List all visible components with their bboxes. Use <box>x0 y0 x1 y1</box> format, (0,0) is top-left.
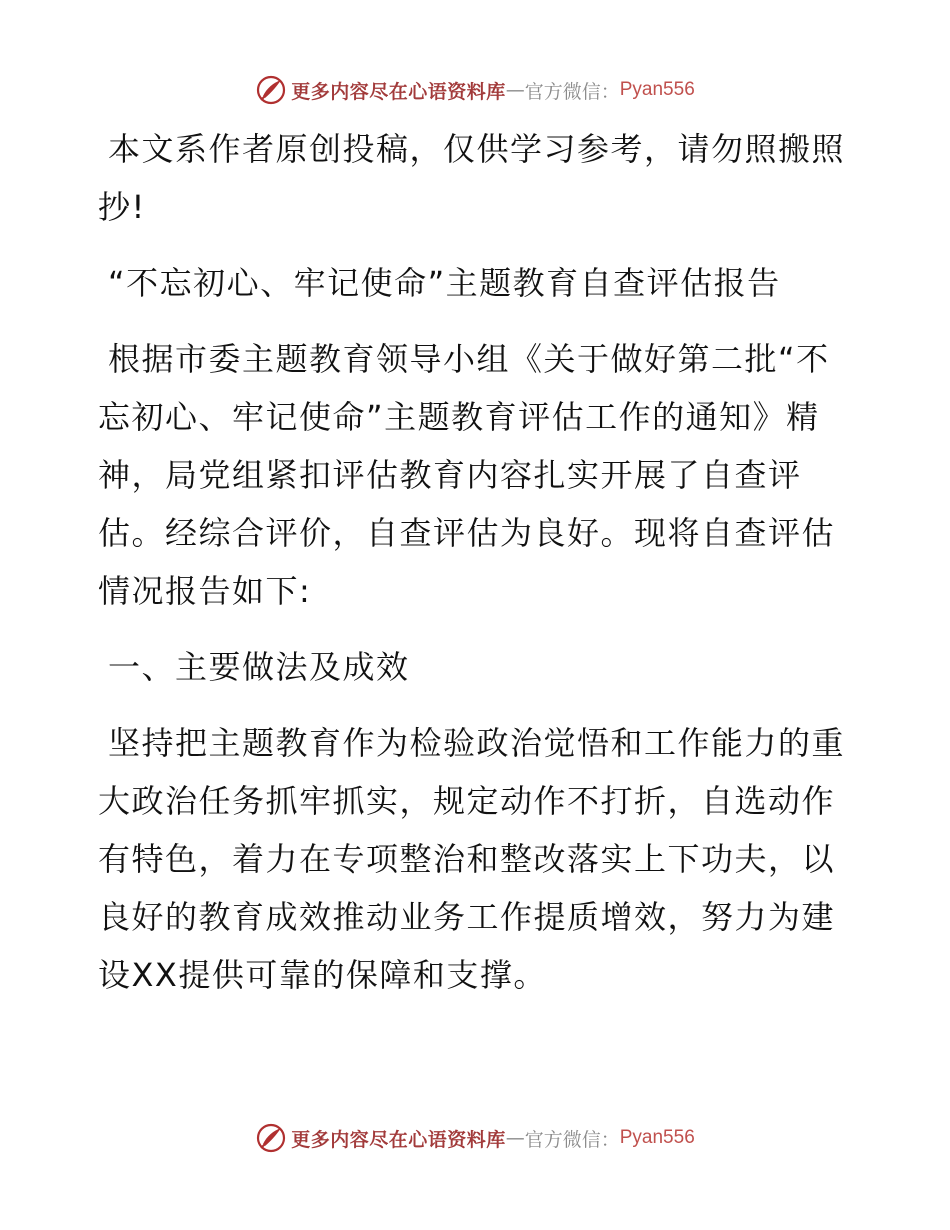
watermark-label: 官方微信： <box>524 1128 620 1151</box>
watermark-id: Pyan556 <box>619 79 695 100</box>
watermark-dash: — <box>505 79 525 101</box>
copyright-notice: 本文系作者原创投稿，仅供学习参考，请勿照搬照抄! <box>98 130 846 226</box>
footer-watermark <box>0 1118 950 1158</box>
watermark-id: Pyan556 <box>619 1127 695 1148</box>
watermark-text: 更多内容尽在心语资料库 <box>291 1128 506 1151</box>
quill-logo-icon <box>255 1122 287 1154</box>
section-paragraph: 坚持把主题教育作为检验政治觉悟和工作能力的重大政治任务抓牢抓实，规定动作不打折，自选动作有特色，着力在专项整治和整改落实上下功夫，以良好的教育成效推动业务工作提质增效，努力为建设XX提供可靠的保障和支撑。 <box>98 724 846 994</box>
section-heading: 一、主要做法及成效 <box>108 648 410 686</box>
intro-paragraph: 根据市委主题教育领导小组《关于做好第二批“不忘初心、牢记使命”主题教育评估工作的通知》精神，局党组紧扣评估教育内容扎实开展了自查评估。经综合评价，自查评估为良好。现将自查评估情况报告如下: <box>98 340 836 610</box>
watermark-label: 官方微信： <box>524 80 620 103</box>
watermark-dash: — <box>505 1127 525 1149</box>
document-title: “不忘初心、牢记使命”主题教育自查评估报告 <box>108 264 781 302</box>
quill-logo-icon <box>255 74 287 106</box>
header-watermark <box>0 70 950 110</box>
document-body <box>98 120 858 1004</box>
watermark-text: 更多内容尽在心语资料库 <box>291 80 506 103</box>
